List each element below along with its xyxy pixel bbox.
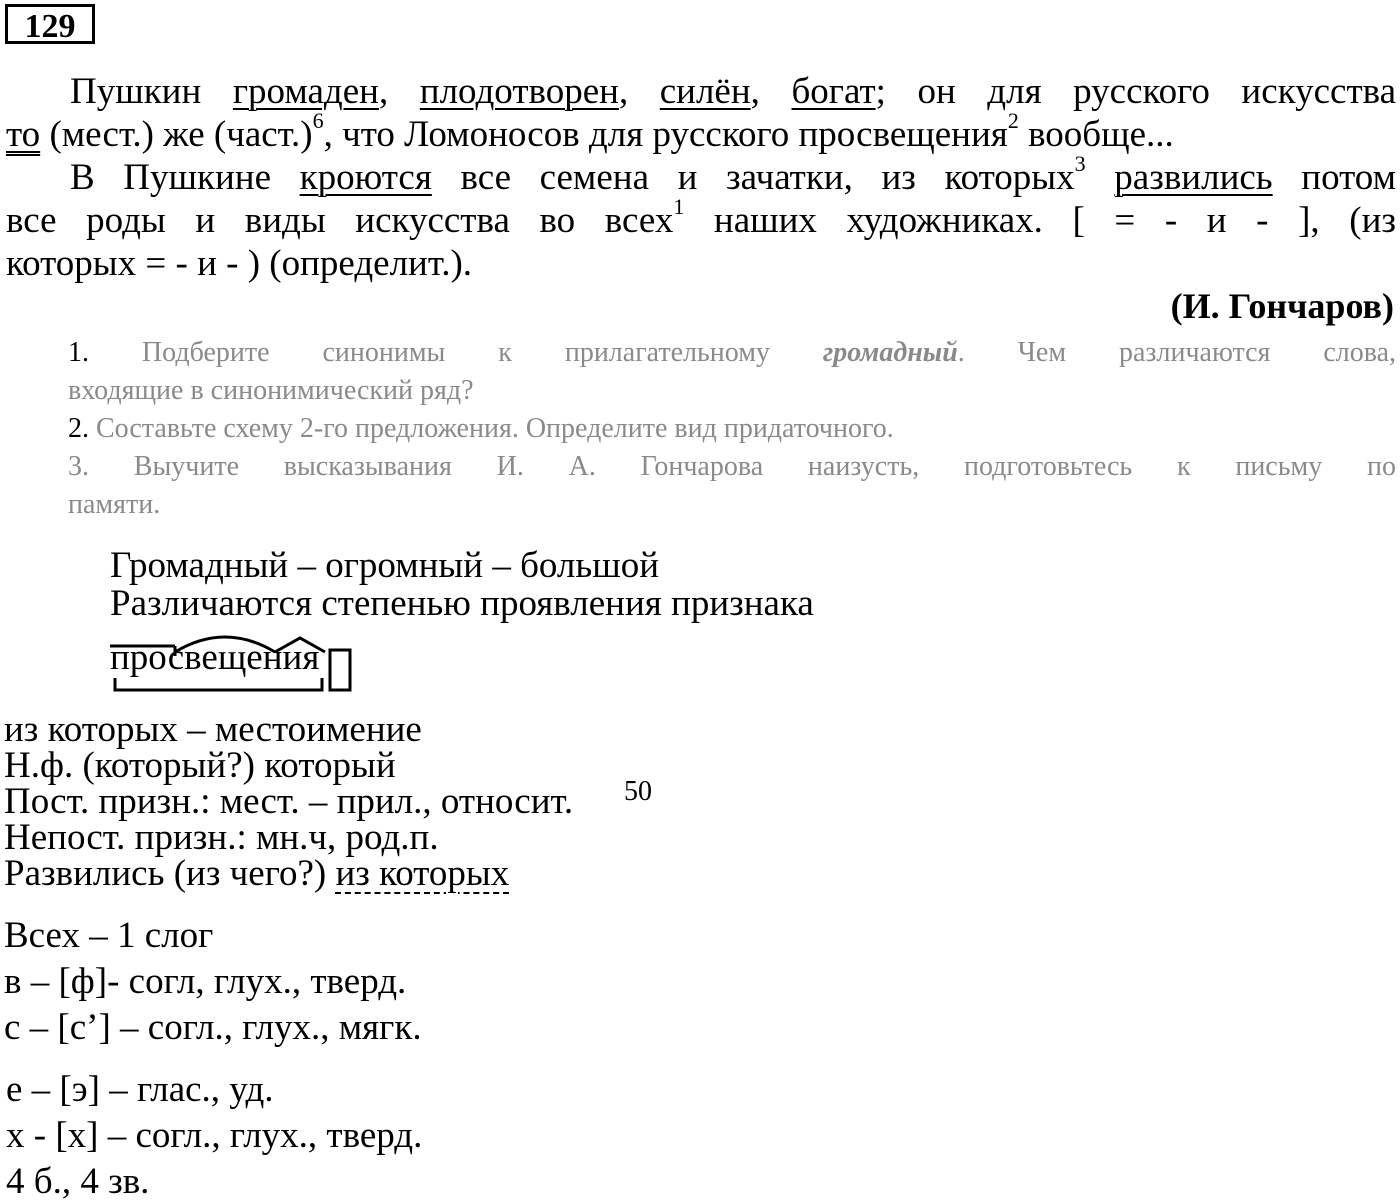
pron-line-4: Непост. призн.: мн.ч, род.п. (4, 817, 439, 858)
difference: Различаются степенью проявления признака (110, 583, 814, 624)
task-1: 1. Подберите синонимы к прилагательному громадный. Чем различаются слова, (68, 337, 1396, 368)
root-arc (175, 637, 275, 652)
task-1-line-2: входящие в синонимический ряд? (68, 375, 474, 406)
ending-box (330, 650, 350, 690)
razvilis-line: Развились (из чего?) из которых (4, 853, 510, 894)
phon-line-6: 4 б., 4 зв. (6, 1161, 150, 1202)
exercise-number: 129 (5, 4, 95, 44)
task-3-line-2: памяти. (68, 489, 161, 520)
stem-bracket (115, 678, 322, 690)
text-line-1: Пушкин громаден, плодотворен, силён, богат; он для русского искусства (70, 71, 1397, 112)
text-line-4: все роды и виды искусства во всех$^1$ наших художниках. [ = - и - ], (из (6, 194, 1396, 241)
text-line-5: которых = - и - ) (определит.). (6, 243, 473, 284)
phon-line-5: х - [х] – согл., глух., тверд. (6, 1115, 423, 1156)
phon-line-4: е – [э] – глас., уд. (6, 1069, 274, 1110)
pron-line-3: Пост. призн.: мест. – прил., относит. (4, 781, 574, 822)
author: (И. Гончаров) (1170, 286, 1394, 326)
phon-line-1: Всех – 1 слог (4, 915, 214, 956)
phon-line-3: с – [с’] – согл., глух., мягк. (4, 1007, 422, 1048)
suffix-mark (275, 638, 325, 652)
text-line-3: В Пушкине кроются все семена и зачатки, из которых$^3$ развились потом (70, 151, 1396, 198)
task-2: 2. Составьте схему 2-го предложения. Определите вид придаточного. (68, 413, 894, 444)
page-number: 50 (624, 776, 652, 807)
task-3: 3. Выучите высказывания И. А. Гончарова наизусть, подготовьтесь к письму по (68, 451, 1396, 482)
phon-line-2: в – [ф]- согл, глух., тверд. (4, 961, 407, 1002)
text-line-2: то (мест.) же (част.)$^6$, что Ломоносов для русского просвещения$^2$ вообще... (6, 108, 1174, 155)
pron-line-2: Н.ф. (который?) который (4, 745, 396, 786)
synonyms: Громадный – огромный – большой (110, 545, 660, 586)
morph-word: просвещения (110, 637, 320, 678)
pron-line-1: из которых – местоимение (4, 709, 422, 750)
